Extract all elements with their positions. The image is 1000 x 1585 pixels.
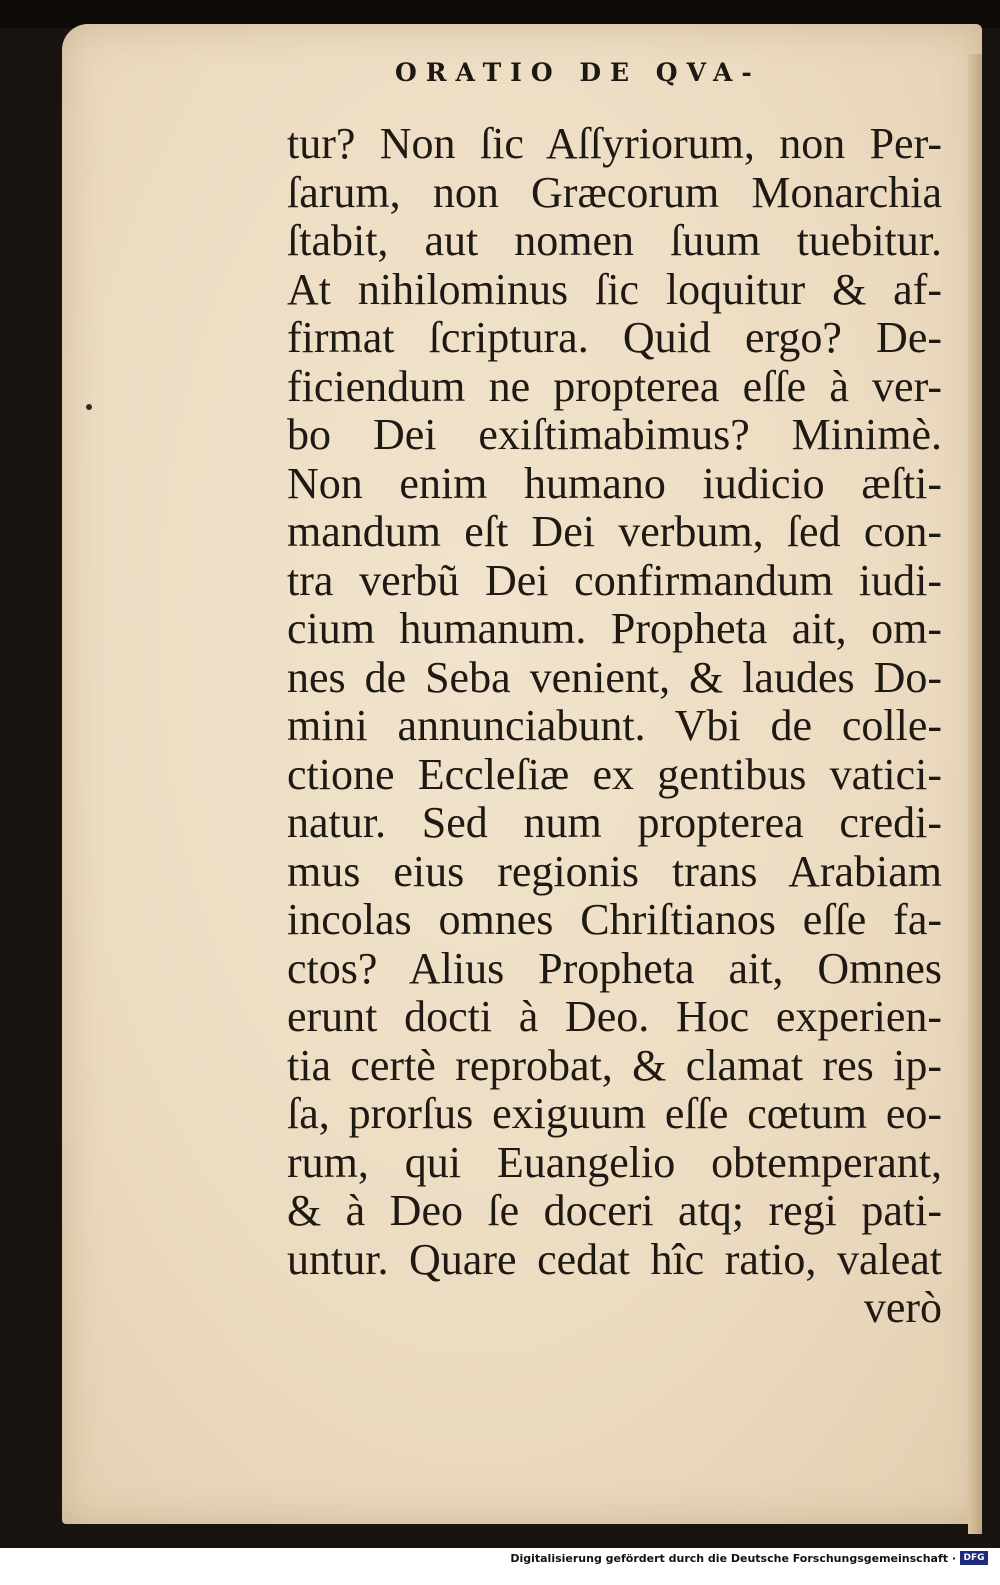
running-head: ORATIO DE QVA- [395,58,761,87]
text-line: untur. Quare cedat hîc ratio, valeat [287,1234,942,1284]
text-line: & à Deo ſe doceri atq; regi pati- [287,1186,942,1235]
text-line: mus eius regionis trans Arabiam [287,846,942,896]
text-line: firmat ſcriptura. Quid ergo? De- [287,313,942,362]
text-line: ſa, prorſus exiguum eſſe cœtum eo- [287,1089,942,1138]
text-line: Non enim humano iudicio æſti- [287,458,942,508]
text-line: bo Dei exiſtimabimus? Minimè. [287,410,942,459]
text-line: ctione Eccleſiæ ex gentibus vatici- [287,749,942,799]
text-line: erunt docti à Deo. Hoc experien- [287,992,942,1041]
text-line: At nihilominus ſic loquitur & af- [287,264,942,314]
text-line: nes de Seba venient, & laudes Do- [287,652,942,702]
text-line: rum, qui Euangelio obtemperant, [287,1137,942,1187]
text-line: mini annunciabunt. Vbi de colle- [287,701,942,750]
text-line: mandum eſt Dei verbum, ſed con- [287,507,942,556]
text-line: tur? Non ſic Aſſyriorum, non Per- [287,119,942,168]
text-line: tra verbũ Dei confirmandum iudi- [287,555,942,605]
text-line: cium humanum. Propheta ait, om- [287,604,942,653]
dfg-logo: DFG [960,1551,988,1565]
text-line: incolas omnes Chriſtianos eſſe fa- [287,895,942,944]
body-text [287,120,942,1333]
page-edge [968,54,982,1534]
text-line: tia certè reprobat, & clamat res ip- [287,1040,942,1090]
text-line: ſtabit, aut nomen ſuum tuebitur. [287,216,942,265]
text-line: ctos? Alius Propheta ait, Omnes [287,943,942,993]
text-line: ficiendum ne propterea eſſe à ver- [287,361,942,411]
text-line: ſarum, non Græcorum Monarchia [287,167,942,217]
text-line: natur. Sed num propterea credi- [287,798,942,847]
digitization-credit: Digitalisierung gefördert durch die Deutsche Forschungsgemeinschaft · [510,1552,956,1565]
catchword: verò [863,1283,942,1332]
margin-mark [86,404,92,410]
